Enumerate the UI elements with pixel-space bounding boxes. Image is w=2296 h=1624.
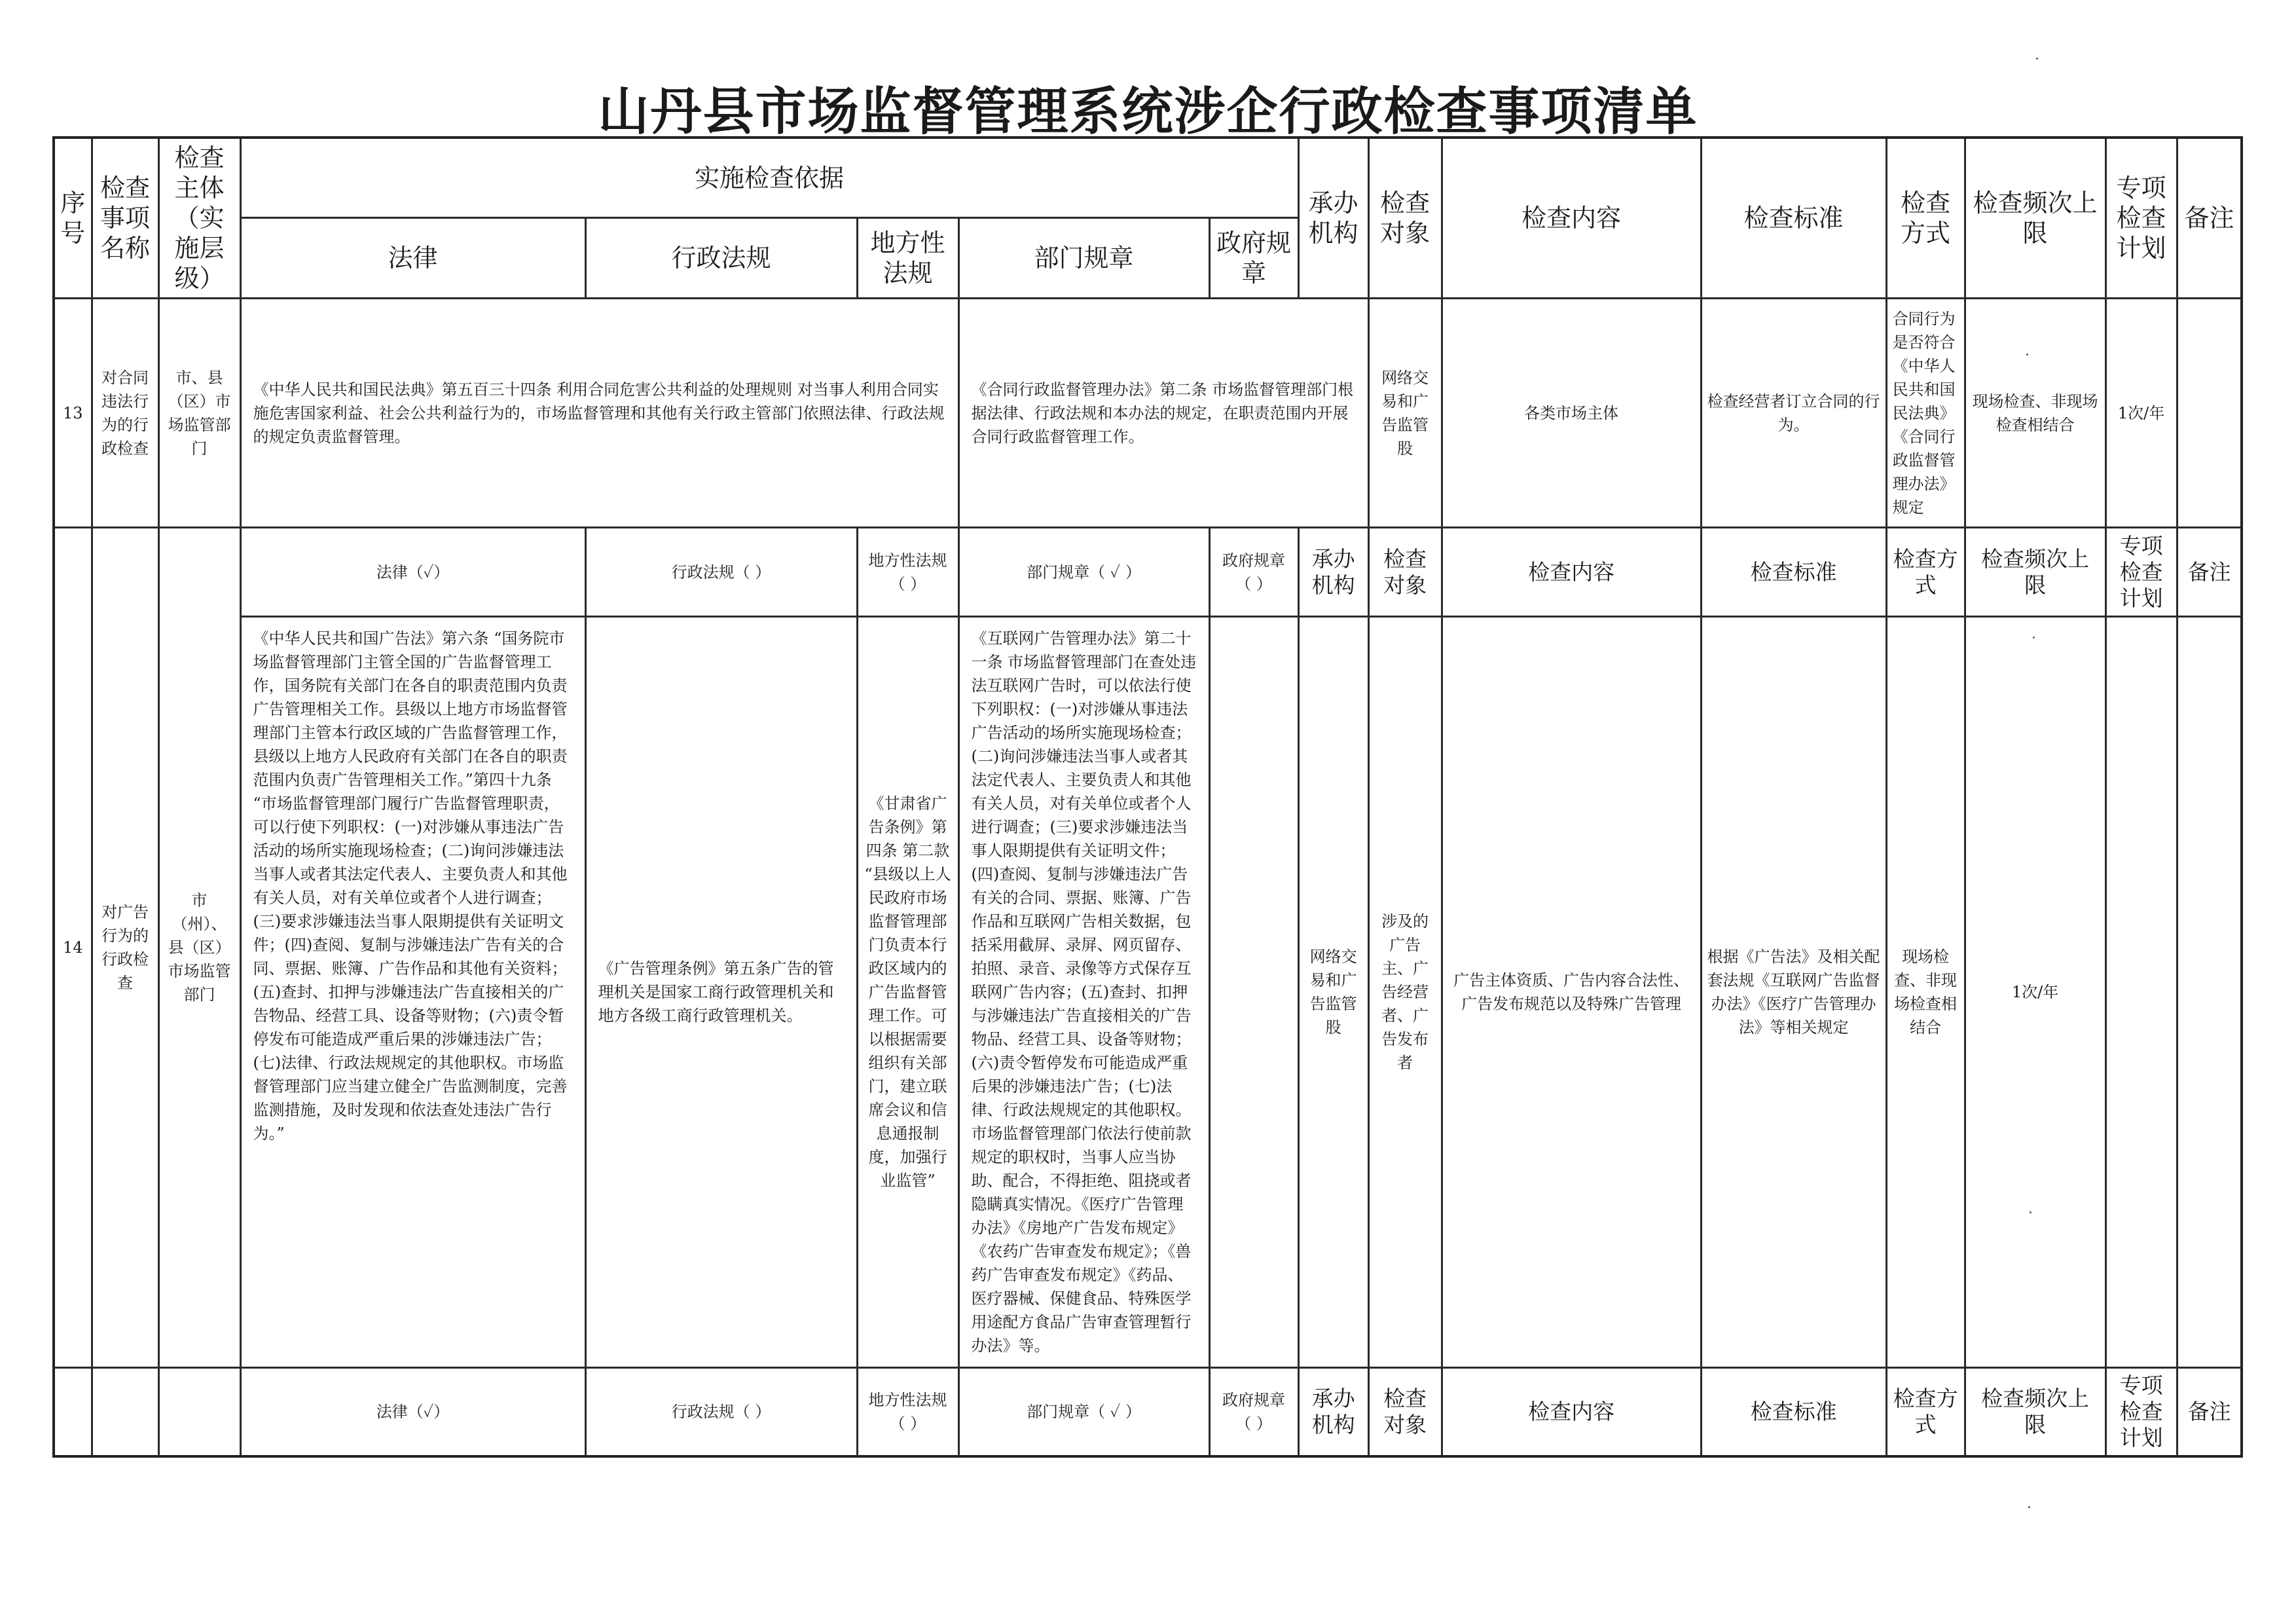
row-target: 各类市场主体 <box>1442 299 1701 528</box>
row-freq: 1次/年 <box>2105 299 2177 528</box>
subheader-standard: 检查标准 <box>1701 1368 1886 1457</box>
row-freq: 1次/年 <box>1965 617 2105 1368</box>
subheader-law: 法律（✓） <box>240 528 585 617</box>
subheader-org: 承办机构 <box>1298 528 1368 617</box>
subheader-target: 检查对象 <box>1368 528 1442 617</box>
table-row <box>54 299 2242 528</box>
header-method: 检查方式 <box>1886 138 1965 299</box>
row-law-basis: 《中华人民共和国广告法》第六条 “国务院市场监督管理部门主管全国的广告监督管理工作，国务院有关部门在各自的职责范围内负责广告管理相关工作。县级以上地方市场监督管理部门主管本行政区域的广告监督管理工作，县级以上地方人民政府有关部门在各自的职责范围内负责广告管理相关工作。”第四十九条 “市场监督管理部门履行广告监督管理职责，可以行使下列职权：(一)对涉嫌从事违法广告活动的场所实施现场检查；(二)询问涉嫌违法当事人或者其法定代表人、主要负责人和其他有关人员，对有关单位或者个人进行调查；(三)要求涉嫌违法当事人限期提供有关证明文件；(四)查阅、复制与涉嫌违法广告有关的合同、票据、账簿、广告作品和其他有关资料；(五)查封、扣押与涉嫌违法广告直接相关的广告物品、经营工具、设备等财物；(六)责令暂停发布可能造成严重后果的涉嫌违法广告；(七)法律、行政法规规定的其他职权。市场监督管理部门应当建立健全广告监测制度，完善监测措施，及时发现和依法查处违法广告行为。” <box>240 617 585 1368</box>
row-method: 现场检查、非现场检查相结合 <box>1886 617 1965 1368</box>
row-org: 网络交易和广告监管股 <box>1298 617 1368 1368</box>
subheader-local-reg: 地方性法规（ ） <box>857 528 958 617</box>
subheader-admin-reg: 行政法规（ ） <box>585 528 857 617</box>
header-freq: 检查频次上限 <box>1965 138 2105 299</box>
subheader-org: 承办机构 <box>1298 1368 1368 1457</box>
inspection-table <box>52 136 2243 1458</box>
subheader-local-reg: 地方性法规（ ） <box>857 1368 958 1457</box>
subheader-method: 检查方式 <box>1886 528 1965 617</box>
subheader-plan: 专项检查计划 <box>2105 528 2177 617</box>
subheader-row <box>54 528 2242 617</box>
row-no: 14 <box>54 528 92 1368</box>
row-subject <box>158 1368 240 1457</box>
header-plan: 专项检查计划 <box>2105 138 2177 299</box>
row-content: 检查经营者订立合同的行为。 <box>1701 299 1886 528</box>
row-plan <box>2177 299 2242 528</box>
header-law: 法律 <box>240 218 585 299</box>
subheader-admin-reg: 行政法规（ ） <box>585 1368 857 1457</box>
header-content: 检查内容 <box>1442 138 1701 299</box>
subheader-dept-rule: 部门规章（ ✓ ） <box>958 1368 1209 1457</box>
row-subject: 市（州）、县（区）市场监管部门 <box>158 528 240 1368</box>
row-standard: 合同行为是否符合《中华人民共和国民法典》《合同行政监督管理办法》规定 <box>1886 299 1965 528</box>
row-target: 涉及的广告主、广告经营者、广告发布者 <box>1368 617 1442 1368</box>
row-dept-rule-basis: 《合同行政监督管理办法》第二条 市场监督管理部门根据法律、行政法规和本办法的规定，在职责范围内开展合同行政监督管理工作。 <box>958 299 1368 528</box>
row-item-name: 对广告行为的行政检查 <box>92 528 158 1368</box>
subheader-law: 法律（✓） <box>240 1368 585 1457</box>
header-note: 备注 <box>2177 138 2242 299</box>
row-note <box>2177 617 2242 1368</box>
subheader-plan: 专项检查计划 <box>2105 1368 2177 1457</box>
subheader-freq: 检查频次上限 <box>1965 1368 2105 1457</box>
scan-speck <box>2036 58 2038 60</box>
subheader-target: 检查对象 <box>1368 1368 1442 1457</box>
row-local-reg-basis: 《甘肃省广告条例》第四条 第二款 “县级以上人民政府市场监督管理部门负责本行政区域内的广告监督管理工作。可以根据需要组织有关部门，建立联席会议和信息通报制度，加强行业监管” <box>857 617 958 1368</box>
header-subject: 检查主体（实施层级） <box>158 138 240 299</box>
subheader-content: 检查内容 <box>1442 1368 1701 1457</box>
subheader-content: 检查内容 <box>1442 528 1701 617</box>
row-method: 现场检查、非现场检查相结合 <box>1965 299 2105 528</box>
header-row-1 <box>54 138 2242 218</box>
subheader-freq: 检查频次上限 <box>1965 528 2105 617</box>
scan-speck <box>2030 1211 2032 1213</box>
row-item-name: 对合同违法行为的行政检查 <box>92 299 158 528</box>
header-no: 序号 <box>54 138 92 299</box>
row-subject: 市、县（区）市场监管部门 <box>158 299 240 528</box>
subheader-method: 检查方式 <box>1886 1368 1965 1457</box>
scan-speck <box>2033 637 2035 638</box>
subheader-dept-rule: 部门规章（ ✓ ） <box>958 528 1209 617</box>
subheader-gov-rule: 政府规章（ ） <box>1209 528 1298 617</box>
row-standard: 根据《广告法》及相关配套法规《互联网广告监督办法》《医疗广告管理办法》等相关规定 <box>1701 617 1886 1368</box>
subheader-standard: 检查标准 <box>1701 528 1886 617</box>
subheader-gov-rule: 政府规章（ ） <box>1209 1368 1298 1457</box>
header-org: 承办机构 <box>1298 138 1368 299</box>
header-standard: 检查标准 <box>1701 138 1886 299</box>
subheader-row <box>54 1368 2242 1457</box>
table-row <box>54 617 2242 1368</box>
header-item-name: 检查事项名称 <box>92 138 158 299</box>
row-law-basis: 《中华人民共和国民法典》第五百三十四条 利用合同危害公共利益的处理规则 对当事人利用合同实施危害国家利益、社会公共利益行为的，市场监督管理和其他有关行政主管部门依照法律、行政法规的规定负责监督管理。 <box>240 299 958 528</box>
row-admin-reg-basis: 《广告管理条例》第五条广告的管理机关是国家工商行政管理机关和地方各级工商行政管理机关。 <box>585 617 857 1368</box>
header-target: 检查对象 <box>1368 138 1442 299</box>
row-item-name <box>92 1368 158 1457</box>
row-plan <box>2105 617 2177 1368</box>
row-no: 13 <box>54 299 92 528</box>
subheader-note: 备注 <box>2177 1368 2242 1457</box>
header-local-reg: 地方性法规 <box>857 218 958 299</box>
header-basis: 实施检查依据 <box>240 138 1298 218</box>
subheader-note: 备注 <box>2177 528 2242 617</box>
scan-speck <box>2028 1506 2030 1508</box>
row-content: 广告主体资质、广告内容合法性、广告发布规范以及特殊广告管理 <box>1442 617 1701 1368</box>
header-dept-rule: 部门规章 <box>958 218 1209 299</box>
scan-speck <box>2026 354 2028 356</box>
row-no <box>54 1368 92 1457</box>
header-gov-rule: 政府规章 <box>1209 218 1298 299</box>
row-dept-rule-basis: 《互联网广告管理办法》第二十一条 市场监督管理部门在查处违法互联网广告时，可以依法行使下列职权：(一)对涉嫌从事违法广告活动的场所实施现场检查；(二)询问涉嫌违法当事人或者其法定代表人、主要负责人和其他有关人员，对有关单位或者个人进行调查；(三)要求涉嫌违法当事人限期提供有关证明文件；(四)查阅、复制与涉嫌违法广告有关的合同、票据、账簿、广告作品和互联网广告相关数据，包括采用截屏、录屏、网页留存、拍照、录音、录像等方式保存互联网广告内容；(五)查封、扣押与涉嫌违法广告直接相关的广告物品、经营工具、设备等财物；(六)责令暂停发布可能造成严重后果的涉嫌违法广告；(七)法律、行政法规规定的其他职权。市场监督管理部门依法行使前款规定的职权时，当事人应当协助、配合，不得拒绝、阻挠或者隐瞒真实情况。《医疗广告管理办法》《房地产广告发布规定》《农药广告审查发布规定》；《兽药广告审查发布规定》《药品、医疗器械、保健食品、特殊医学用途配方食品广告审查管理暂行办法》等。 <box>958 617 1209 1368</box>
row-org: 网络交易和广告监管股 <box>1368 299 1442 528</box>
row-gov-rule-basis <box>1209 617 1298 1368</box>
page-title: 山丹县市场监督管理系统涉企行政检查事项清单 <box>598 82 1698 141</box>
header-admin-reg: 行政法规 <box>585 218 857 299</box>
